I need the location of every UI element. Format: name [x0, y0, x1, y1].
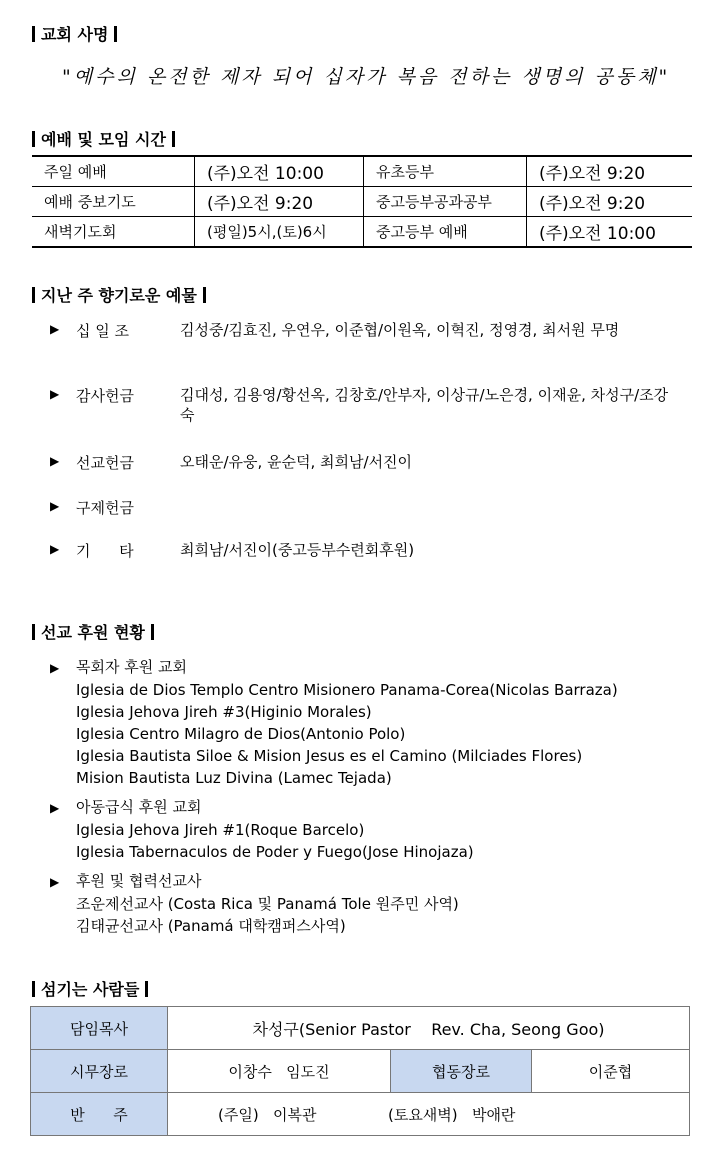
- offering-names: 오태운/유웅, 윤순덕, 최희남/서진이: [180, 453, 413, 471]
- offering-label: 기 타: [76, 542, 134, 560]
- mission-heading-text: 교회 사명: [41, 25, 109, 44]
- triangle-bullet-icon: ▶: [50, 499, 60, 513]
- triangle-bullet-icon: ▶: [50, 542, 60, 556]
- list-item: 조운제선교사 (Costa Rica 및 Panamá Tole 원주민 사역): [76, 895, 459, 913]
- elder-label: 시무장로: [31, 1050, 168, 1093]
- table-cell: (평일)5시,(토)6시: [195, 217, 364, 248]
- table-cell: 새벽기도회: [32, 217, 195, 248]
- heading-bar: [145, 981, 148, 997]
- list-item: 김태균선교사 (Panamá 대학캠퍼스사역): [76, 917, 346, 935]
- heading-bar: [172, 131, 175, 147]
- assoc-elder-label: 협동장로: [391, 1050, 532, 1093]
- offering-item: [50, 452, 680, 473]
- accompanist-value: (주일) 이복관 (토요새벽) 박애란: [168, 1093, 690, 1136]
- triangle-bullet-icon: ▶: [50, 322, 60, 336]
- table-row: [31, 1093, 690, 1136]
- offering-label: 십 일 조: [76, 322, 130, 340]
- table-cell: 예배 중보기도: [32, 187, 195, 217]
- table-cell: (주)오전 10:00: [195, 156, 364, 187]
- offering-item: [50, 497, 680, 518]
- heading-bar: [32, 287, 35, 303]
- offering-item: [50, 385, 680, 425]
- offering-names: 김성중/김효진, 우연우, 이준협/이원옥, 이혁진, 정영경, 최서원 무명: [180, 321, 620, 339]
- offerings-heading-text: 지난 주 향기로운 예물: [41, 286, 197, 305]
- offering-label: 감사헌금: [76, 387, 134, 405]
- table-cell: (주)오전 9:20: [195, 187, 364, 217]
- heading-bar: [203, 287, 206, 303]
- list-item: Iglesia Bautista Siloe & Mision Jesus es el Camino (Milciades Flores): [76, 747, 583, 765]
- mission-group-title: 후원 및 협력선교사: [76, 872, 202, 890]
- worship-heading-text: 예배 및 모임 시간: [41, 130, 166, 149]
- servants-heading-text: 섬기는 사람들: [41, 980, 140, 999]
- triangle-bullet-icon: ▶: [50, 875, 60, 889]
- offerings-heading: [32, 283, 206, 306]
- senior-pastor-value: 차성구(Senior Pastor Rev. Cha, Seong Goo): [168, 1007, 690, 1050]
- offering-item: [50, 540, 680, 561]
- heading-bar: [32, 131, 35, 147]
- table-row: [31, 1007, 690, 1050]
- assoc-elder-value: 이준협: [532, 1050, 690, 1093]
- offering-names: 김대성, 김용영/황선옥, 김창호/안부자, 이상규/노은경, 이재윤, 차성구/조강숙: [180, 386, 669, 424]
- offering-item: [50, 320, 680, 341]
- table-cell: 유초등부: [364, 156, 527, 187]
- table-cell: 중고등부 예배: [364, 217, 527, 248]
- mission-group-title: 아동급식 후원 교회: [76, 798, 202, 816]
- worship-table: [32, 155, 692, 248]
- mission-heading: [32, 22, 117, 45]
- offering-label: 구제헌금: [76, 499, 134, 517]
- offering-label: 선교헌금: [76, 454, 134, 472]
- list-item: Iglesia de Dios Templo Centro Misionero Panama-Corea(Nicolas Barraza): [76, 681, 618, 699]
- missions-heading-text: 선교 후원 현황: [41, 623, 145, 642]
- missions-heading: [32, 620, 154, 643]
- list-item: Mision Bautista Luz Divina (Lamec Tejada): [76, 769, 392, 787]
- triangle-bullet-icon: ▶: [50, 454, 60, 468]
- senior-pastor-label: 담임목사: [31, 1007, 168, 1050]
- triangle-bullet-icon: ▶: [50, 387, 60, 401]
- mission-group: [50, 870, 459, 937]
- table-row: [32, 156, 692, 187]
- triangle-bullet-icon: ▶: [50, 801, 60, 815]
- list-item: Iglesia Centro Milagro de Dios(Antonio Polo): [76, 725, 406, 743]
- servants-table: [30, 1006, 690, 1136]
- offering-names: [180, 497, 680, 518]
- offering-names: 최희남/서진이(중고등부수련회후원): [180, 541, 415, 559]
- triangle-bullet-icon: ▶: [50, 661, 60, 675]
- mission-group: [50, 656, 618, 789]
- table-cell: (주)오전 9:20: [527, 187, 693, 217]
- mission-statement: "예수의 온전한 제자 되어 십자가 복음 전하는 생명의 공동체": [62, 66, 671, 88]
- mission-group-title: 목회자 후원 교회: [76, 658, 187, 676]
- table-cell: 주일 예배: [32, 156, 195, 187]
- table-row: [32, 217, 692, 248]
- table-cell: (주)오전 10:00: [527, 217, 693, 248]
- heading-bar: [32, 624, 35, 640]
- accompanist-label: 반 주: [31, 1093, 168, 1136]
- mission-group: [50, 796, 474, 863]
- heading-bar: [151, 624, 154, 640]
- heading-bar: [32, 981, 35, 997]
- list-item: Iglesia Jehova Jireh #1(Roque Barcelo): [76, 821, 365, 839]
- servants-heading: [32, 977, 148, 1000]
- list-item: Iglesia Jehova Jireh #3(Higinio Morales): [76, 703, 372, 721]
- table-row: [31, 1050, 690, 1093]
- worship-heading: [32, 127, 175, 150]
- table-row: [32, 187, 692, 217]
- heading-bar: [32, 26, 35, 42]
- heading-bar: [114, 26, 117, 42]
- table-cell: (주)오전 9:20: [527, 156, 693, 187]
- table-cell: 중고등부공과공부: [364, 187, 527, 217]
- list-item: Iglesia Tabernaculos de Poder y Fuego(Jose Hinojaza): [76, 843, 474, 861]
- elder-value: 이창수 임도진: [168, 1050, 391, 1093]
